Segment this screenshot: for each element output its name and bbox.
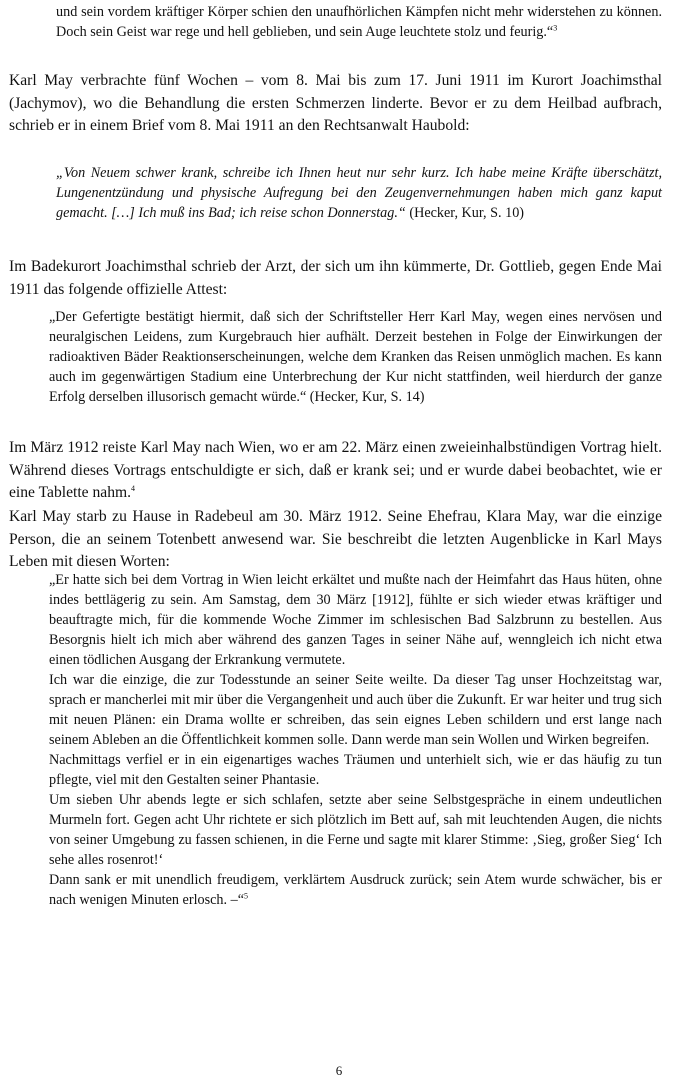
footnote-marker: 3 <box>553 23 558 33</box>
footnote-marker: 5 <box>244 891 249 901</box>
quote-paragraph: Um sieben Uhr abends legte er sich schlafen, setzte aber seine Selbstgespräche in einem undeutlichen Murmeln fort. Gegen acht Uhr richtete er sich plötzlich im Bett auf, sah mit leuchtenden Augen, die nichts von seiner Umgebung zu fassen schienen, in die Ferne und sagte mit klarer Stimme: ‚Sieg, großer Sieg‘ Ich sehe alles rosenrot!‘ <box>49 792 662 868</box>
letter-quote-paragraph <box>56 163 662 223</box>
paragraph-text: Im März 1912 reiste Karl May nach Wien, wo er am 22. März einen zweieinhalbstündigen Vortrag hielt. Während dieses Vortrags entschuldigte er sich, daß er krank sei; und er wurde dabei beobachtet, wie er eine Tablette nahm. <box>9 439 662 502</box>
attest-quote-paragraph: „Der Gefertigte bestätigt hiermit, daß sich der Schriftsteller Herr Karl May, wegen eines nervösen und neuralgischen Leidens, zum Kurgebrauch hier aufhält. Derzeit bestehen in Folge der Einwirkungen der radioaktiven Bäder Reaktionserscheinungen, welche dem Kranken das Reisen unmöglich machen. Es kann auch im gegenwärtigen Stadium eine Unterbrechung der Kur nicht stattfinden, weil hierdurch der ganze Erfolg derselben illusorisch gemacht würde.“ (Hecker, Kur, S. 14) <box>49 309 662 405</box>
paragraph-text: und sein vordem kräftiger Körper schien den unaufhörlichen Kämpfen nicht mehr widerstehen zu können. Doch sein Geist war rege und hell geblieben, und sein Auge leuchtete stolz und feurig.“ <box>56 4 662 40</box>
body-paragraph-joachimsthal: Karl May verbrachte fünf Wochen – vom 8. Mai bis zum 17. Juni 1911 im Kurort Joachimsthal (Jachymov), wo die Behandlung die ersten Schmerzen linderte. Bevor er zu dem Heilbad aufbrach, schrieb er in einem Brief vom 8. Mai 1911 an den Rechtsanwalt Haubold: <box>9 72 662 135</box>
page-number: 6 <box>335 1063 343 1078</box>
quote-paragraph: Ich war die einzige, die zur Todesstunde an seiner Seite weilte. Da dieser Tag unser Hochzeitstag war, sprach er mancherlei mit mir über die Vergangenheit und auch über die Zukunft. Er war heiter und trug sich mit neuen Plänen: ein Drama wollte er schreiben, das sein eignes Leben schildern und erst lange nach seinem Ableben an die Öffentlichkeit kommen solle. Dann werde man sein Wollen und Wirken begreifen. <box>49 672 662 748</box>
quote-continuation-paragraph <box>56 2 662 42</box>
klara-may-quote <box>49 570 662 910</box>
letter-quote-text: „Von Neuem schwer krank, schreibe ich Ihnen heut nur sehr kurz. Ich habe meine Kräfte überschätzt, Lungenentzündung und physische Aufregung bei den Zeugenvernehmungen haben mich ganz kaput gemacht. […] Ich muß ins Bad; ich reise schon Donnerstag.“ <box>56 165 662 221</box>
quote-paragraph: „Er hatte sich bei dem Vortrag in Wien leicht erkältet und mußte nach der Heimfahrt das Haus hüten, ohne indes bettlägerig zu sein. Am Samstag, dem 30 März [1912], fühlte er sich wieder etwas kräftiger und beauftragte mich, für die kommende Woche Zimmer im schlesischen Bad Salzbrunn zu bestellen. Aus Besorgnis hielt ich mich aber während des ganzen Tages in seiner Nähe auf, wenngleich ich nicht etwa einen tödlichen Ausgang der Erkrankung vermutete. <box>49 572 662 668</box>
quote-text: Dann sank er mit unendlich freudigem, verklärtem Ausdruck zurück; sein Atem wurde schwächer, bis er nach wenigen Minuten erlosch. –“ <box>49 872 662 908</box>
quote-paragraph-final <box>49 870 662 910</box>
body-paragraph-death: Karl May starb zu Hause in Radebeul am 30. März 1912. Seine Ehefrau, Klara May, war die einzige Person, die an seinem Totenbett anwesend war. Sie beschreibt die letzten Augenblicke in Karl Mays Leben mit diesen Worten: <box>9 508 662 571</box>
quote-paragraph: Nachmittags verfiel er in ein eigenartiges waches Träumen und unterhielt sich, wie er das häufig zu tun pflegte, viel mit den Gestalten seiner Phantasie. <box>49 752 662 788</box>
body-paragraph-vienna <box>9 437 662 505</box>
footnote-marker: 4 <box>131 484 136 493</box>
citation-text: (Hecker, Kur, S. 10) <box>405 205 525 221</box>
body-paragraph-attest-intro: Im Badekurort Joachimsthal schrieb der Arzt, der sich um ihn kümmerte, Dr. Gottlieb, gegen Ende Mai 1911 das folgende offizielle Attest: <box>9 258 662 298</box>
